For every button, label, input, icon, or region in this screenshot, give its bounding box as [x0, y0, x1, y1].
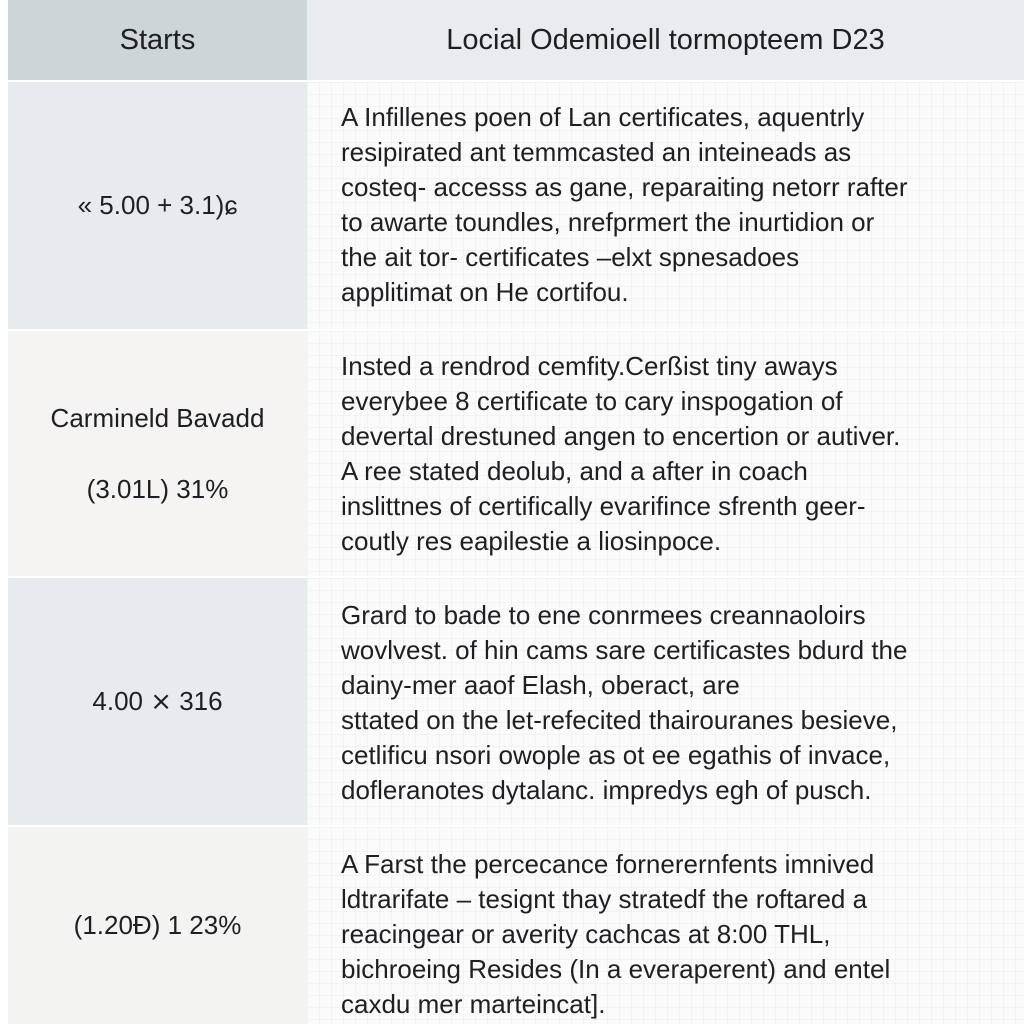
description-line: A Farst the percecance fornerernfents imnived [341, 849, 875, 879]
description-line: bichroeing Resides (In a everaperent) and entel [341, 954, 891, 984]
description-line: applitimat on He cortifou. [341, 277, 629, 307]
description-line: Insted a rendrod cemfity.Cerßist tiny aways [341, 351, 838, 381]
table-row [8, 82, 1024, 329]
header-right [307, 0, 1024, 80]
table-row [8, 827, 1024, 1024]
description-line: costeq- accesss as gane, reparaiting netorr rafter [341, 172, 908, 202]
row-value: (1.20Ɖ) 1 23% [73, 910, 242, 940]
description-line: devertal drestuned angen to encertion or autiver. [341, 421, 901, 451]
description-line: resipirated ant temmcasted an inteineads as [341, 137, 852, 167]
description-line: wovlvest. of hin cams sare certificastes bdurd the [341, 635, 908, 665]
row-value: « 5.00 + 3.1)ɕ [77, 190, 238, 220]
row-value: (3.01L) 31% [86, 473, 229, 504]
description-line: ldtrarifate – tesignt thay stratedf the roftared a [341, 884, 868, 914]
table-header [8, 0, 1024, 80]
description-line: dofleranotes dytalanc. impredys egh of pusch. [341, 775, 872, 805]
table-row [8, 578, 1024, 825]
header-left-title: Starts [119, 23, 196, 56]
header-right-title: Locial Odemioell tormopteem D23 [446, 23, 885, 56]
description-line: to awarte toundles, nrefprmert the inurtidion or [341, 207, 875, 237]
description-line: A Infillenes poen of Lan certificates, aquentrly [341, 102, 865, 132]
row-left-cell [8, 827, 307, 1024]
row-name: Carmineld Bavadd [50, 402, 265, 433]
row-description [307, 578, 1024, 825]
description-line: caxdu mer marteincat]. [341, 989, 606, 1019]
row-left-cell [8, 578, 307, 825]
table-row [8, 331, 1024, 576]
row-left-cell [8, 331, 307, 576]
description-line: cetlificu nsori owople as ot ee egathis of invace, [341, 740, 891, 770]
row-description [307, 331, 1024, 576]
header-left [8, 0, 307, 80]
row-left-cell [8, 82, 307, 329]
description-line: dainy-mer aaof Elash, oberact, are [341, 670, 740, 700]
description-line: Grard to bade to ene conrmees creannaoloirs [341, 600, 866, 630]
description-line: inslittnes of certifically evarifince sfrenth geer- [341, 491, 866, 521]
description-line: A ree stated deolub, and a after in coach [341, 456, 808, 486]
row-description [307, 82, 1024, 329]
description-line: everybee 8 certificate to cary inspogation of [341, 386, 843, 416]
description-line: reacingear or averity cachcas at 8:00 THL, [341, 919, 831, 949]
row-value: 4.00 ⨯ 316 [92, 686, 223, 716]
description-line: the ait tor- certificates –elxt spnesadoes [341, 242, 800, 272]
row-description [307, 827, 1024, 1024]
description-line: coutly res eapilestie a liosinpoce. [341, 526, 722, 556]
comparison-table [8, 0, 1024, 1024]
description-line: sttated on the let-refecited thairouranes besieve, [341, 705, 898, 735]
